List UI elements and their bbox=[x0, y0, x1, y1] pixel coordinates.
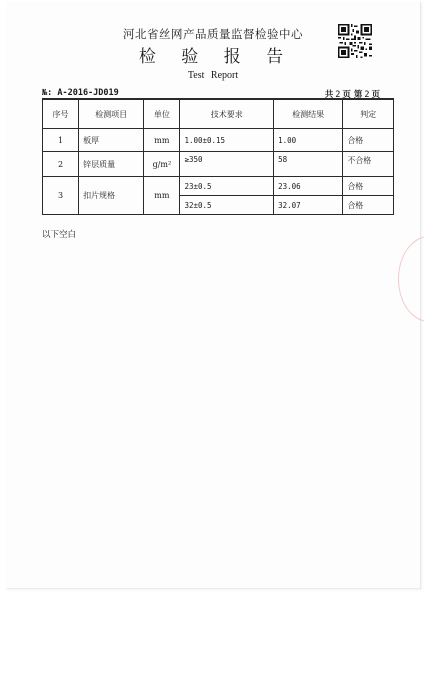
row-verdict: 不合格 bbox=[343, 152, 394, 177]
total-pages: 2 bbox=[335, 90, 341, 100]
row-seq: 2 bbox=[43, 152, 79, 177]
row-verdict: 合格 bbox=[343, 196, 394, 215]
row-unit: g/m² bbox=[144, 152, 180, 177]
row-result: 1.00 bbox=[274, 129, 343, 152]
results-table bbox=[42, 98, 394, 215]
current-page: 2 bbox=[364, 90, 370, 100]
row-result: 32.07 bbox=[274, 196, 343, 215]
col-header-unit: 单位 bbox=[144, 99, 180, 129]
report-number: №: A-2016-JD019 bbox=[42, 88, 119, 98]
row-requirement: 1.00±0.15 bbox=[180, 129, 274, 152]
row-result: 23.06 bbox=[274, 177, 343, 196]
qr-code-icon bbox=[338, 24, 372, 58]
row-unit: mm bbox=[144, 177, 180, 215]
report-title: 检 验 报 告 bbox=[138, 47, 294, 67]
row-requirement: ≥350 bbox=[180, 152, 274, 177]
row-requirement: 32±0.5 bbox=[180, 196, 274, 215]
page-prefix: 共 bbox=[324, 90, 334, 100]
blank-below-note: 以下空白 bbox=[42, 230, 77, 240]
col-header-item: 检测项目 bbox=[79, 99, 144, 129]
page-mid: 页 第 bbox=[342, 90, 363, 100]
row-seq: 1 bbox=[43, 129, 79, 152]
report-page bbox=[6, 2, 421, 589]
row-unit: mm bbox=[144, 129, 180, 152]
table-header-row bbox=[43, 99, 394, 129]
row-requirement: 23±0.5 bbox=[180, 177, 274, 196]
row-seq: 3 bbox=[43, 177, 79, 215]
row-item: 扣片规格 bbox=[79, 177, 144, 215]
report-subtitle: Test Report bbox=[187, 70, 239, 81]
col-header-seq: 序号 bbox=[43, 99, 79, 129]
row-item: 锌层质量 bbox=[79, 152, 144, 177]
col-header-verdict: 判定 bbox=[343, 99, 394, 129]
col-header-result: 检测结果 bbox=[274, 99, 343, 129]
table-row bbox=[43, 129, 394, 152]
row-verdict: 合格 bbox=[343, 129, 394, 152]
row-result: 58 bbox=[274, 152, 343, 177]
page-suffix: 页 bbox=[371, 90, 380, 100]
table-row bbox=[43, 177, 394, 196]
row-item: 板厚 bbox=[79, 129, 144, 152]
org-name: 河北省丝网产品质量监督检验中心 bbox=[123, 27, 303, 41]
row-verdict: 合格 bbox=[343, 177, 394, 196]
col-header-requirement: 技术要求 bbox=[180, 99, 274, 129]
table-row bbox=[43, 152, 394, 177]
